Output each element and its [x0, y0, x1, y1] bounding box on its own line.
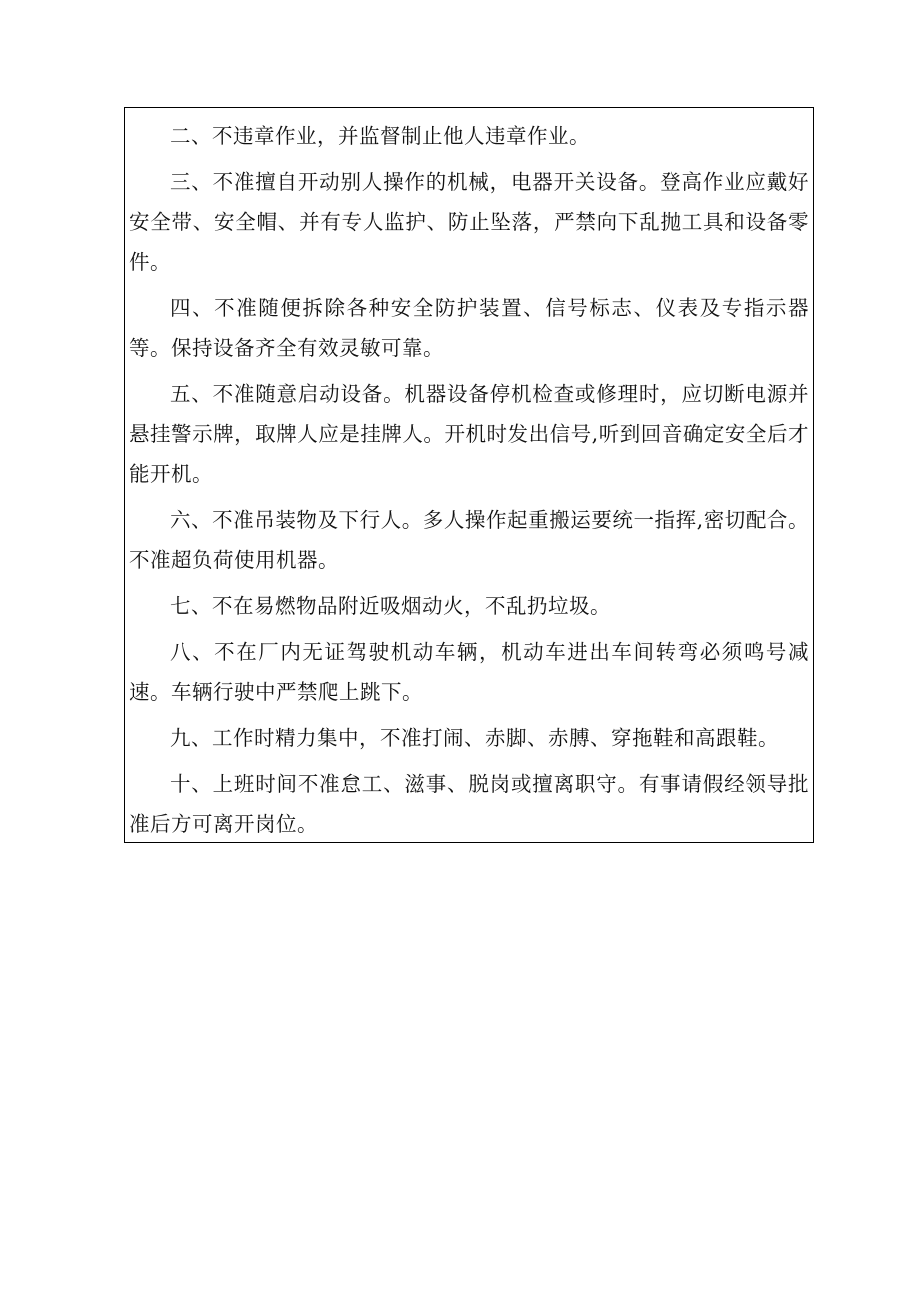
rule-item-8: 八、不在厂内无证驾驶机动车辆，机动车进出车间转弯必须鸣号减速。车辆行驶中严禁爬上跳下。	[129, 640, 809, 704]
rule-item-10: 十、上班时间不准怠工、滋事、脱岗或擅离职守。有事请假经领导批准后方可离开岗位。	[129, 772, 809, 836]
rule-item-9: 九、工作时精力集中，不准打闹、赤脚、赤膊、穿拖鞋和高跟鞋。	[170, 726, 779, 750]
rule-item-2: 二、不违章作业，并监督制止他人违章作业。	[170, 124, 590, 148]
rule-item-4: 四、不准随便拆除各种安全防护装置、信号标志、仪表及专指示器等。保持设备齐全有效灵敏可靠。	[129, 296, 809, 360]
rule-item-3: 三、不准擅自开动别人操作的机械，电器开关设备。登高作业应戴好安全带、安全帽、并有专人监护、防止坠落，严禁向下乱抛工具和设备零件。	[129, 170, 809, 274]
safety-rules-table	[124, 107, 814, 843]
rule-item-5: 五、不准随意启动设备。机器设备停机检查或修理时，应切断电源并悬挂警示牌，取牌人应是挂牌人。开机时发出信号,听到回音确定安全后才能开机。	[129, 382, 809, 486]
rule-item-6: 六、不准吊装物及下行人。多人操作起重搬运要统一指挥,密切配合。不准超负荷使用机器。	[129, 508, 809, 572]
rule-item-7: 七、不在易燃物品附近吸烟动火，不乱扔垃圾。	[170, 594, 611, 618]
